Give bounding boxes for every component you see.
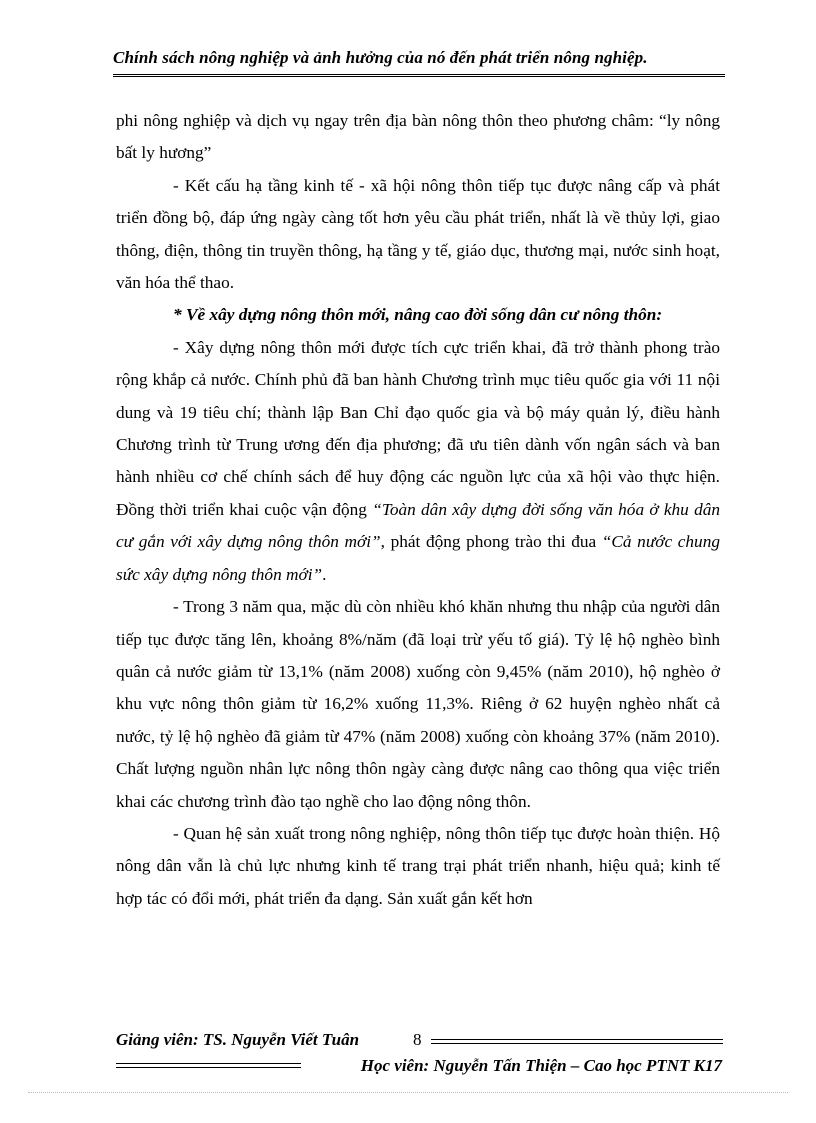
paragraph: phi nông nghiệp và dịch vụ ngay trên địa bàn nông thôn theo phương châm: “ly nông bất ly hương” — [116, 111, 720, 163]
footer-rule — [431, 1039, 723, 1044]
paragraph: - Quan hệ sản xuất trong nông nghiệp, nông thôn tiếp tục được hoàn thiện. Hộ nông dân vẫn là chủ lực nhưng kinh tế trang trại phát triển nhanh, hiệu quả; kinh tế hợp tác có đổi mới, phát triển đa dạng. Sản xuất gắn kết hơn — [116, 823, 720, 908]
quote-movement: “Cả nước chung sức xây dựng nông thôn mới” — [116, 532, 720, 584]
paragraph-text: - Xây dựng nông thôn mới được tích cực triển khai, đã trở thành phong trào rộng khắp cả nước. Chính phủ đã ban hành Chương trình mục tiêu quốc gia với 11 nội dung và 19 tiêu chí; thành lập Ban Chỉ đạo quốc gia và bộ máy quản lý, điều hành Chương trình từ Trung ương đến địa phương; đã ưu tiên dành vốn ngân sách và ban hành nhiều cơ chế chính sách để huy động các nguồn lực của xã hội vào thực hiện. Đồng thời triển khai cuộc vận động — [116, 337, 720, 519]
footer-student: Học viên: Nguyễn Tấn Thiện – Cao học PTNT K17 — [360, 1056, 722, 1075]
footer-lecturer: Giảng viên: TS. Nguyễn Viết Tuân — [116, 1030, 360, 1049]
paragraph: - Trong 3 năm qua, mặc dù còn nhiều khó khăn nhưng thu nhập của người dân tiếp tục được tăng lên, khoảng 8%/năm (đã loại trừ yếu tố giá). Tỷ lệ hộ nghèo bình quân cả nước giảm từ 13,1% (năm 2008) xuống còn 9,45% (năm 2010), hộ nghèo ở khu vực nông thôn giảm từ 16,2% xuống 11,3%. Riêng ở 62 huyện nghèo nhất cả nước, tỷ lệ hộ nghèo đã giảm từ 47% (năm 2008) xuống còn khoảng 37% (năm 2010). Chất lượng nguồn nhân lực nông thôn ngày càng được nâng cao thông qua việc triển khai các chương trình đào tạo nghề cho lao động nông thôn. — [116, 597, 720, 811]
paragraph — [116, 332, 720, 591]
paragraph-text: . — [322, 564, 327, 584]
paragraph: - Kết cấu hạ tầng kinh tế - xã hội nông thôn tiếp tục được nâng cấp và phát triển đồng bộ, đáp ứng ngày càng tốt hơn yêu cầu phát triển, nhất là về thủy lợi, giao thông, điện, thông tin truyền thông, hạ tầng y tế, giáo dục, thương mại, nước sinh hoạt, văn hóa thể thao. — [116, 175, 720, 293]
page-bottom-divider — [28, 1092, 788, 1093]
quote-campaign: “Toàn dân xây dựng đời sống văn hóa ở khu dân cư gắn với xây dựng nông thôn mới” — [116, 499, 720, 552]
header-rule — [113, 74, 725, 79]
section-heading: * Về xây dựng nông thôn mới, nâng cao đời sống dân cư nông thôn: — [173, 305, 663, 325]
page-number: 8 — [413, 1030, 422, 1049]
page-footer — [113, 1030, 725, 1086]
header-title: Chính sách nông nghiệp và ảnh hưởng của nó đến phát triển nông nghiệp. — [113, 48, 648, 67]
paragraph-text: , phát động phong trào thi đua — [380, 532, 602, 552]
document-body — [116, 105, 720, 915]
page-header — [113, 46, 725, 79]
footer-rule — [116, 1063, 301, 1068]
